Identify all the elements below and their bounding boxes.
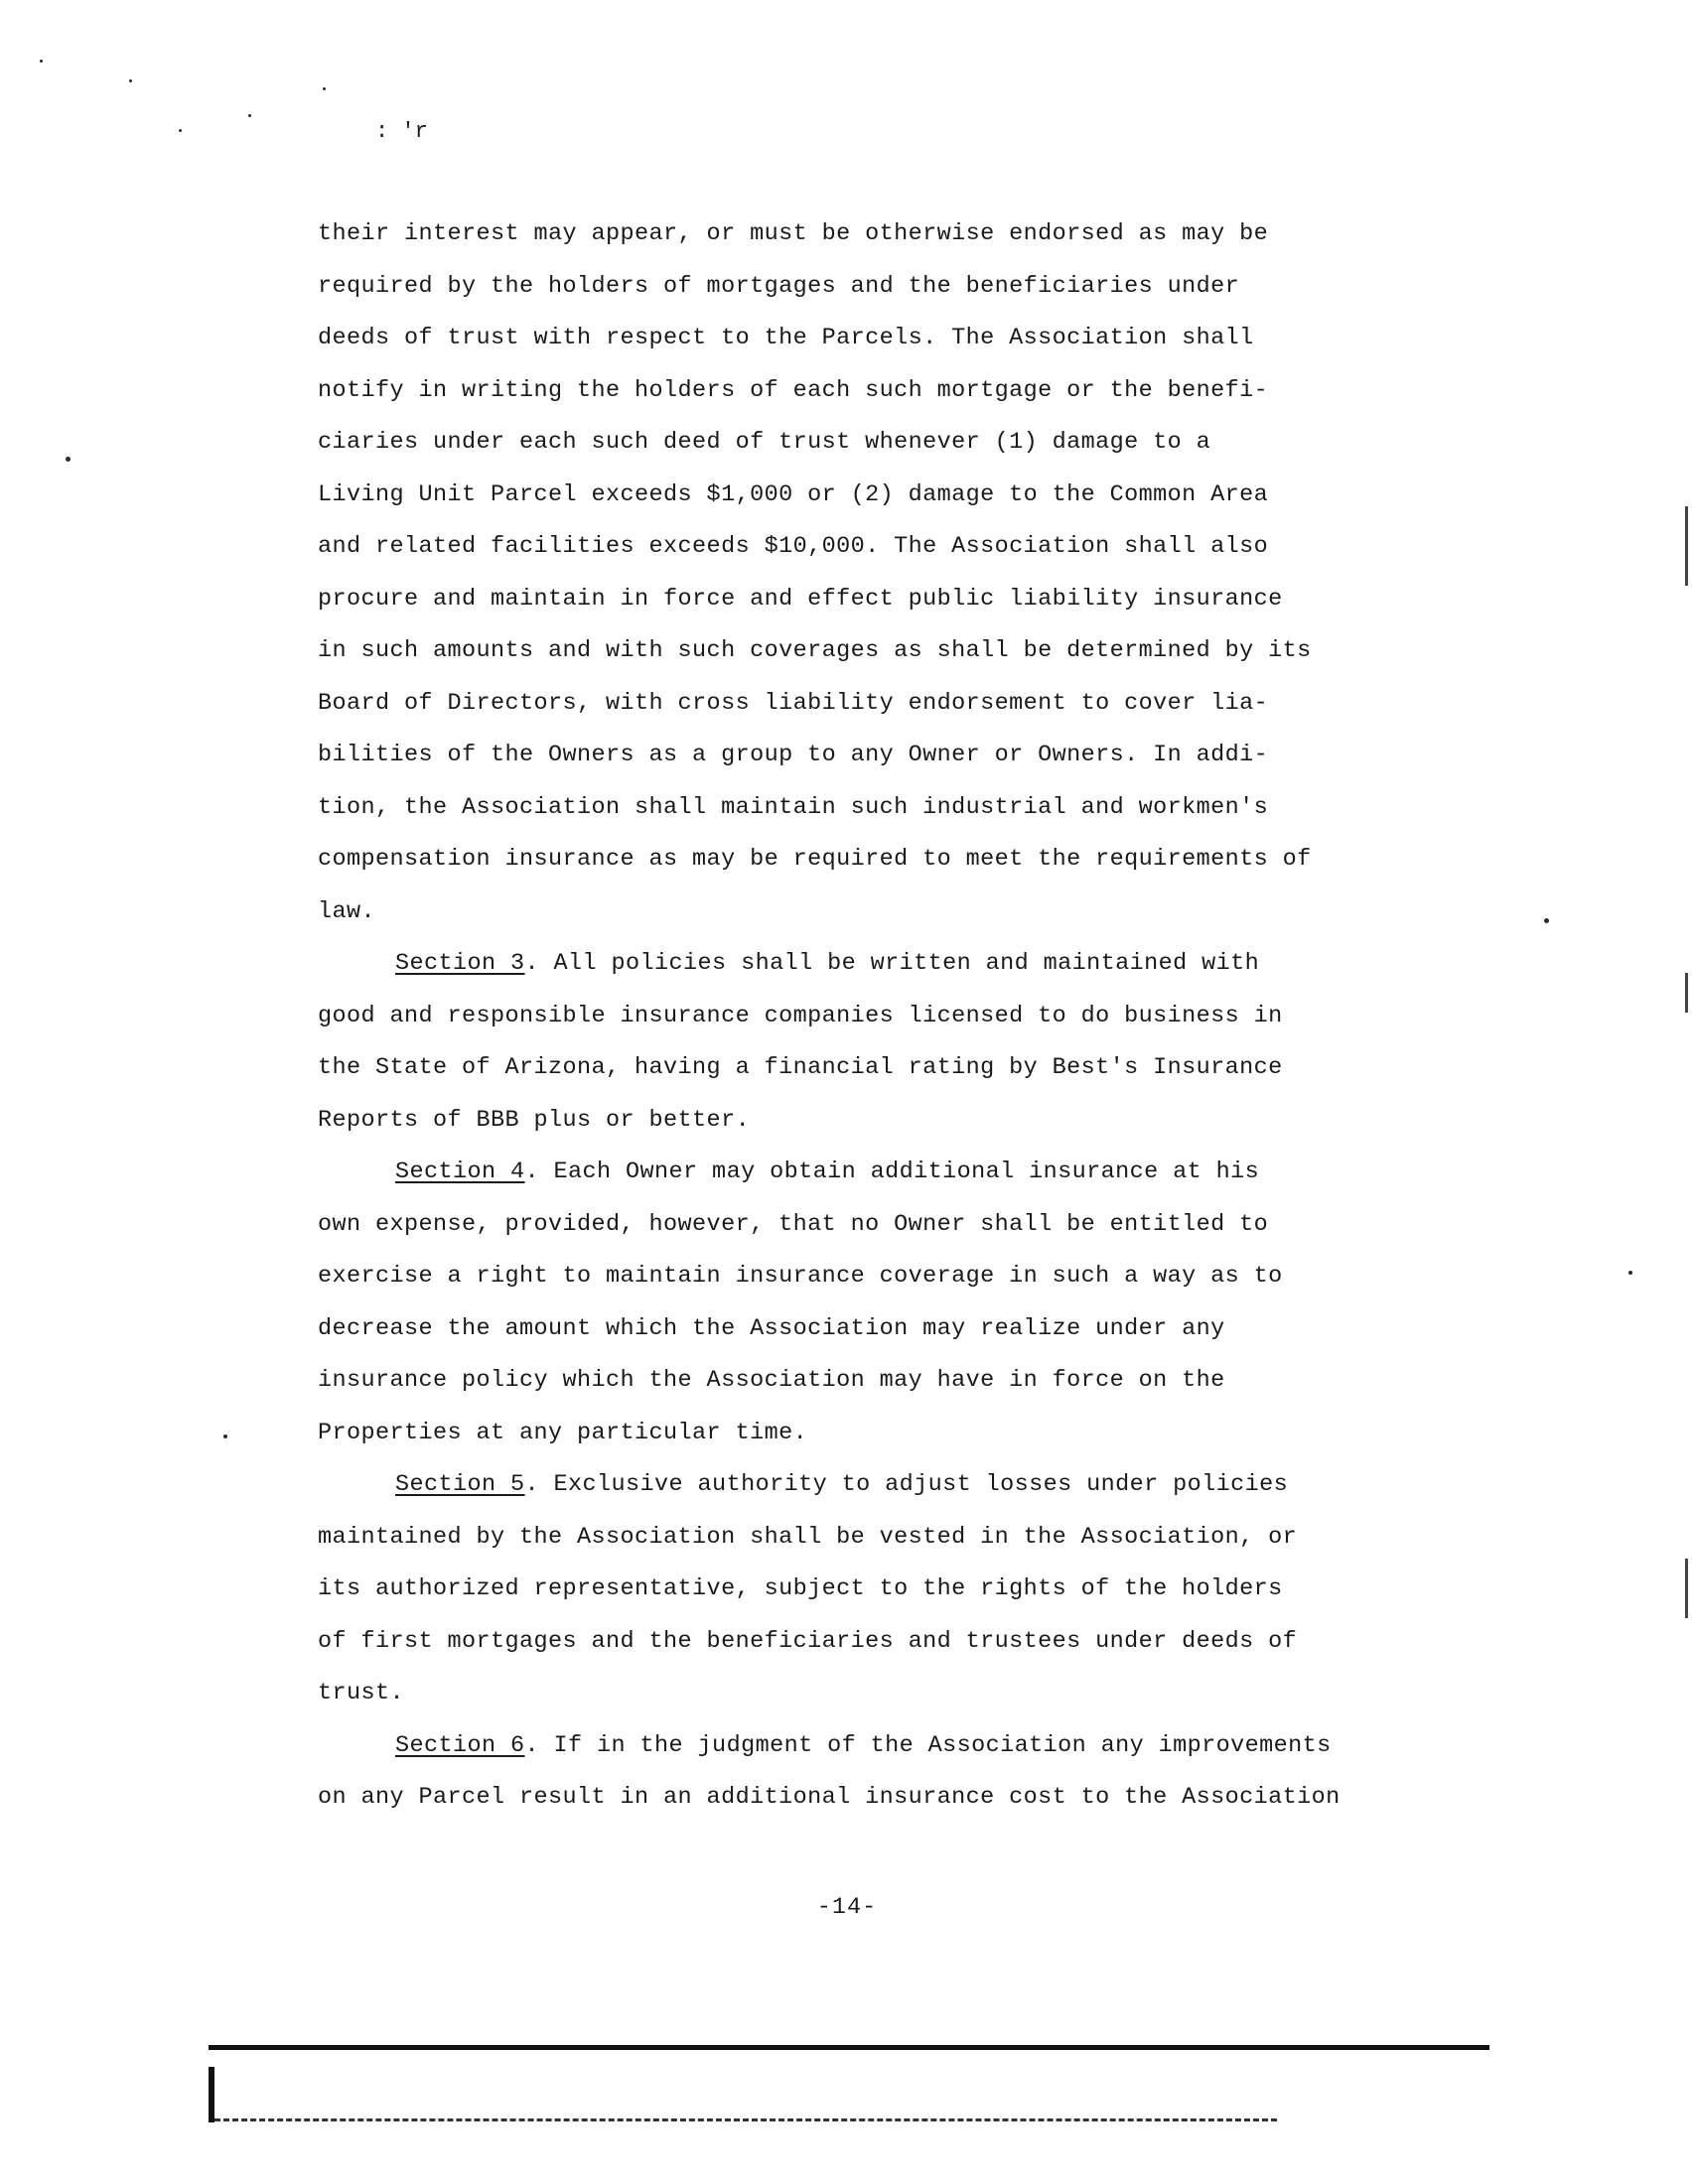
text-line: in such amounts and with such coverages as shall be determined by its: [318, 637, 1312, 664]
section-6-first-line: [318, 1720, 1430, 1773]
text-line: deeds of trust with respect to the Parcels. The Association shall: [318, 325, 1254, 351]
text-line: and related facilities exceeds $10,000. The Association shall also: [318, 533, 1269, 560]
text-line: Reports of BBB plus or better.: [318, 1106, 751, 1134]
text-line: tion, the Association shall maintain such industrial and workmen's: [318, 793, 1269, 821]
text-line: own expense, provided, however, that no Owner shall be entitled to: [318, 1210, 1269, 1238]
section-5-first-line: [318, 1459, 1430, 1512]
text-line: Living Unit Parcel exceeds $1,000 or (2) damage to the Common Area: [318, 480, 1269, 508]
section-4-text: . Each Owner may obtain additional insurance at his: [524, 1159, 1260, 1185]
scan-speck: [223, 1434, 227, 1438]
section-3-text: . All policies shall be written and maintained with: [524, 950, 1260, 977]
text-line: decrease the amount which the Association may realize under any: [318, 1314, 1225, 1342]
text-line: bilities of the Owners as a group to any Owner or Owners. In addi-: [318, 742, 1269, 768]
text-line: required by the holders of mortgages and the beneficiaries under: [318, 272, 1240, 300]
bottom-bracket: [209, 2067, 214, 2122]
scan-speck: [323, 87, 326, 90]
text-line: good and responsible insurance companies licensed to do business in: [318, 1002, 1283, 1029]
section-5-label: Section 5: [395, 1471, 525, 1498]
section-4-first-line: [318, 1147, 1430, 1199]
text-line: Properties at any particular time.: [318, 1419, 808, 1446]
text-line: on any Parcel result in an additional insurance cost to the Association: [318, 1784, 1341, 1811]
bottom-scan-artifact: [214, 2118, 1277, 2121]
section-6-text: . If in the judgment of the Association any improvements: [524, 1731, 1332, 1759]
text-line: its authorized representative, subject to the rights of the holders: [318, 1575, 1283, 1602]
section-4-label: Section 4: [395, 1159, 525, 1185]
text-line: insurance policy which the Association may have in force on the: [318, 1367, 1225, 1394]
bottom-rule: [209, 2045, 1489, 2050]
text-line: of first mortgages and the beneficiaries and trustees under deeds of: [318, 1627, 1298, 1655]
text-line: trust.: [318, 1680, 405, 1706]
text-line: the State of Arizona, having a financial rating by Best's Insurance: [318, 1054, 1283, 1081]
scan-speck: [1544, 918, 1549, 923]
scan-speck: [1628, 1271, 1632, 1275]
section-3-label: Section 3: [395, 950, 525, 977]
text-line: Board of Directors, with cross liability endorsement to cover lia-: [318, 689, 1269, 717]
top-margin-mark: : 'r: [375, 119, 428, 144]
scan-speck: [40, 60, 43, 63]
section-5-text: . Exclusive authority to adjust losses under policies: [524, 1471, 1289, 1498]
text-line: ciaries under each such deed of trust whenever (1) damage to a: [318, 429, 1211, 456]
text-line: their interest may appear, or must be otherwise endorsed as may be: [318, 220, 1269, 247]
scan-edge-line: [1685, 506, 1688, 586]
page-number: -14-: [816, 1894, 878, 1921]
text-line: compensation insurance as may be required to meet the requirements of: [318, 846, 1312, 873]
scan-speck: [248, 114, 251, 117]
scan-speck: [179, 129, 182, 132]
scan-speck: [66, 457, 71, 462]
text-line: maintained by the Association shall be vested in the Association, or: [318, 1523, 1298, 1551]
text-line: procure and maintain in force and effect public liability insurance: [318, 585, 1283, 613]
text-line: law.: [318, 897, 376, 925]
body-text: [318, 208, 1430, 1825]
scan-speck: [129, 79, 132, 82]
text-line: notify in writing the holders of each such mortgage or the benefi-: [318, 376, 1269, 404]
section-6-label: Section 6: [395, 1731, 525, 1759]
text-line: exercise a right to maintain insurance coverage in such a way as to: [318, 1263, 1283, 1290]
section-3-first-line: [318, 938, 1430, 991]
scan-edge-line: [1685, 973, 1688, 1013]
scan-edge-line: [1685, 1559, 1688, 1618]
